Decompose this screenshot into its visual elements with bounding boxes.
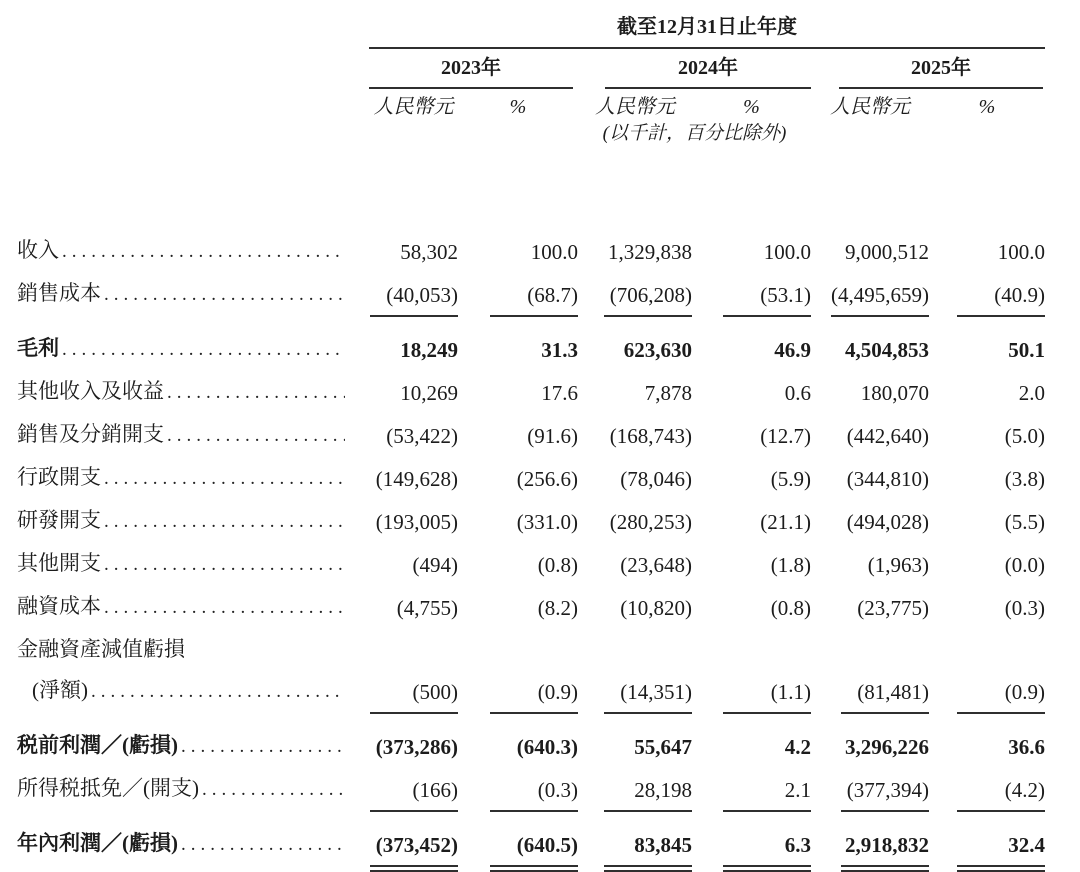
- value-cell: [458, 760, 578, 803]
- value: 32.4: [957, 832, 1045, 858]
- row-label-cell: [17, 146, 369, 265]
- value-cell: [929, 363, 1045, 406]
- value: 180,070: [860, 381, 929, 405]
- value: 36.6: [1008, 735, 1045, 759]
- value: 10,269: [400, 381, 458, 405]
- row-label-cell: [17, 621, 369, 662]
- value: (5.9): [770, 467, 811, 491]
- value-cell: [458, 662, 578, 705]
- value: (10,820): [620, 596, 692, 620]
- year-group-header: [811, 49, 1045, 89]
- value-cell: [811, 406, 929, 449]
- period-header: 截至12月31日止年度: [369, 14, 1045, 49]
- row-label: 税前利潤／(虧損): [17, 733, 178, 757]
- value-cell: [578, 449, 692, 492]
- value-cell: [929, 535, 1045, 578]
- value-cell: [369, 662, 458, 705]
- value: (40.9): [957, 282, 1045, 308]
- table-row: [17, 621, 1045, 662]
- row-label: 銷售成本: [17, 281, 101, 305]
- dot-leader: [104, 550, 345, 578]
- value-cell: [811, 535, 929, 578]
- value: (500): [370, 679, 458, 705]
- dot-leader: [62, 237, 345, 265]
- value: (14,351): [604, 679, 692, 705]
- percent-col-header: %: [509, 96, 527, 118]
- value-cell: [578, 492, 692, 535]
- year-label: 2023年: [369, 55, 573, 89]
- value: 7,878: [644, 381, 692, 405]
- value: 6.3: [723, 832, 811, 858]
- row-label-cell: [17, 705, 369, 760]
- value-cell: [811, 146, 929, 265]
- value-cell: [458, 146, 578, 265]
- value: (4,495,659): [831, 283, 929, 307]
- units-note-row: [17, 120, 1045, 146]
- value-cell: [458, 535, 578, 578]
- value: (23,648): [620, 553, 692, 577]
- row-label-cell: [17, 578, 369, 621]
- value: (494,028): [846, 510, 929, 534]
- value: (8.2): [537, 596, 578, 620]
- table-row: [17, 535, 1045, 578]
- value-cell: [578, 662, 692, 705]
- value: 28,198: [604, 777, 692, 803]
- row-label: 金融資產減值虧損: [17, 637, 185, 661]
- row-label: 年內利潤／(虧損): [17, 831, 178, 855]
- row-label-cell: [17, 449, 369, 492]
- row-label: (淨額): [32, 678, 88, 702]
- value-cell: [369, 621, 458, 662]
- value-cell: [811, 449, 929, 492]
- value-cell: [811, 492, 929, 535]
- value-cell: [692, 621, 811, 662]
- value-cell: [692, 363, 811, 406]
- table-row: [17, 578, 1045, 621]
- dot-leader: [167, 378, 345, 406]
- value: (40,053): [370, 282, 458, 308]
- value: (1.8): [770, 553, 811, 577]
- value-cell: [369, 578, 458, 621]
- value-cell: [458, 363, 578, 406]
- value-cell: [369, 535, 458, 578]
- row-label-cell: [17, 265, 369, 308]
- value: (21.1): [760, 510, 811, 534]
- value: 100.0: [997, 240, 1045, 264]
- dot-leader: [202, 775, 345, 803]
- value-cell: [929, 492, 1045, 535]
- dot-leader: [104, 507, 345, 535]
- value-cell: [692, 535, 811, 578]
- row-label: 行政開支: [17, 465, 101, 489]
- value: (373,286): [375, 735, 458, 759]
- row-label-cell: [17, 363, 369, 406]
- value: (373,452): [370, 832, 458, 858]
- year-label: 2024年: [605, 55, 811, 89]
- value-cell: [811, 265, 929, 308]
- value: 1,329,838: [608, 240, 692, 264]
- value: (53.1): [723, 282, 811, 308]
- value: (377,394): [841, 777, 929, 803]
- rmb-col-header: 人民幣元: [830, 96, 910, 118]
- value-cell: [578, 760, 692, 803]
- value: (78,046): [620, 467, 692, 491]
- value: (442,640): [846, 424, 929, 448]
- value-cell: [578, 265, 692, 308]
- value: 50.1: [1008, 338, 1045, 362]
- value-cell: [929, 578, 1045, 621]
- column-header-row: [17, 89, 1045, 120]
- units-note: (以千計，百分比除外): [602, 123, 787, 144]
- value: (168,743): [609, 424, 692, 448]
- value: (91.6): [527, 424, 578, 448]
- value-cell: [692, 265, 811, 308]
- value: (331.0): [516, 510, 578, 534]
- row-label-cell: [17, 662, 369, 705]
- value-cell: [458, 578, 578, 621]
- row-label: 研發開支: [17, 508, 101, 532]
- value: (1,963): [867, 553, 929, 577]
- value-cell: [692, 146, 811, 265]
- dot-leader: [91, 677, 345, 705]
- value: (81,481): [841, 679, 929, 705]
- dot-leader: [181, 830, 345, 858]
- row-label-cell: [17, 535, 369, 578]
- value-cell: [929, 662, 1045, 705]
- value: (4.2): [957, 777, 1045, 803]
- value-cell: [692, 492, 811, 535]
- value-cell: [929, 449, 1045, 492]
- value: 46.9: [774, 338, 811, 362]
- row-label-cell: [17, 492, 369, 535]
- value-cell: [811, 363, 929, 406]
- value: 623,630: [623, 338, 692, 362]
- value: 2.0: [1018, 381, 1045, 405]
- value: (166): [370, 777, 458, 803]
- value: (68.7): [490, 282, 578, 308]
- value: (4,755): [396, 596, 458, 620]
- value-cell: [369, 146, 458, 265]
- value-cell: [692, 449, 811, 492]
- table-row: [17, 449, 1045, 492]
- value: (3.8): [1004, 467, 1045, 491]
- dot-leader: [181, 732, 345, 760]
- value-cell: [578, 363, 692, 406]
- table-row: [17, 662, 1045, 705]
- value: (0.3): [490, 777, 578, 803]
- value: 31.3: [541, 338, 578, 362]
- value: (280,253): [609, 510, 692, 534]
- value: (12.7): [760, 424, 811, 448]
- value-cell: [369, 449, 458, 492]
- value-cell: [369, 406, 458, 449]
- value-cell: [929, 621, 1045, 662]
- value-cell: [929, 146, 1045, 265]
- period-header-row: [17, 14, 1045, 49]
- value: 18,249: [400, 338, 458, 362]
- value-cell: [811, 621, 929, 662]
- dot-leader: [104, 280, 345, 308]
- year-label: 2025年: [839, 55, 1043, 89]
- table-row: [17, 363, 1045, 406]
- row-label-cell: [17, 803, 369, 858]
- value: 4,504,853: [845, 338, 929, 362]
- value: (0.8): [770, 596, 811, 620]
- table-row: [17, 265, 1045, 308]
- value-cell: [458, 492, 578, 535]
- value-cell: [811, 760, 929, 803]
- value-cell: [692, 760, 811, 803]
- row-label-cell: [17, 308, 369, 363]
- value: (149,628): [375, 467, 458, 491]
- value: (5.0): [1004, 424, 1045, 448]
- row-label: 所得税抵免／(開支): [17, 776, 199, 800]
- value-cell: [692, 578, 811, 621]
- dot-leader: [167, 421, 345, 449]
- table-row: [17, 406, 1045, 449]
- value-cell: [369, 265, 458, 308]
- row-label: 其他收入及收益: [17, 379, 164, 403]
- value: 3,296,226: [845, 735, 929, 759]
- value: (0.9): [490, 679, 578, 705]
- table-row: [17, 492, 1045, 535]
- row-label: 收入: [17, 238, 59, 262]
- year-group-header: [578, 49, 811, 89]
- value: 100.0: [530, 240, 578, 264]
- year-group-header: [369, 49, 578, 89]
- value-cell: [811, 578, 929, 621]
- value-cell: [811, 662, 929, 705]
- rmb-col-header: 人民幣元: [373, 96, 454, 118]
- rmb-col-header: 人民幣元: [595, 96, 675, 118]
- value-cell: [458, 621, 578, 662]
- value-cell: [369, 363, 458, 406]
- value: (23,775): [857, 596, 929, 620]
- value: (640.3): [516, 735, 578, 759]
- value: 100.0: [763, 240, 811, 264]
- value: 2,918,832: [841, 832, 929, 858]
- value: (193,005): [375, 510, 458, 534]
- value: (256.6): [516, 467, 578, 491]
- value-cell: [929, 406, 1045, 449]
- value: 83,845: [604, 832, 692, 858]
- value-cell: [578, 578, 692, 621]
- value-cell: [692, 406, 811, 449]
- value: (0.3): [1004, 596, 1045, 620]
- value-cell: [929, 265, 1045, 308]
- value-cell: [578, 621, 692, 662]
- row-label: 融資成本: [17, 594, 101, 618]
- value: 58,302: [400, 240, 458, 264]
- value-cell: [458, 406, 578, 449]
- income-statement-table: [17, 14, 1045, 858]
- dot-leader: [104, 464, 345, 492]
- value: 17.6: [541, 381, 578, 405]
- table-row: [17, 146, 1045, 265]
- value: (706,208): [604, 282, 692, 308]
- value: (0.0): [1004, 553, 1045, 577]
- value-cell: [369, 760, 458, 803]
- value-cell: [369, 492, 458, 535]
- dot-leader: [62, 335, 345, 363]
- table-row: [17, 760, 1045, 803]
- row-label: 其他開支: [17, 551, 101, 575]
- value: 55,647: [634, 735, 692, 759]
- value: (5.5): [1004, 510, 1045, 534]
- value: 2.1: [723, 777, 811, 803]
- value: 9,000,512: [845, 240, 929, 264]
- row-label-cell: [17, 406, 369, 449]
- value-cell: [929, 760, 1045, 803]
- percent-col-header: %: [743, 96, 760, 118]
- value: 4.2: [784, 735, 811, 759]
- row-label-cell: [17, 760, 369, 803]
- row-label: 銷售及分銷開支: [17, 422, 164, 446]
- year-header-row: [17, 49, 1045, 89]
- value: (0.8): [537, 553, 578, 577]
- value-cell: [458, 449, 578, 492]
- value: (344,810): [846, 467, 929, 491]
- value-cell: [578, 535, 692, 578]
- value: (0.9): [957, 679, 1045, 705]
- value-cell: [578, 146, 692, 265]
- row-label: 毛利: [17, 336, 59, 360]
- value-cell: [692, 662, 811, 705]
- dot-leader: [104, 593, 345, 621]
- value: (1.1): [723, 679, 811, 705]
- value: (640.5): [490, 832, 578, 858]
- value: 0.6: [784, 381, 811, 405]
- value: (494): [412, 553, 458, 577]
- percent-col-header: %: [978, 96, 996, 118]
- value: (53,422): [386, 424, 458, 448]
- value-cell: [458, 265, 578, 308]
- value-cell: [578, 406, 692, 449]
